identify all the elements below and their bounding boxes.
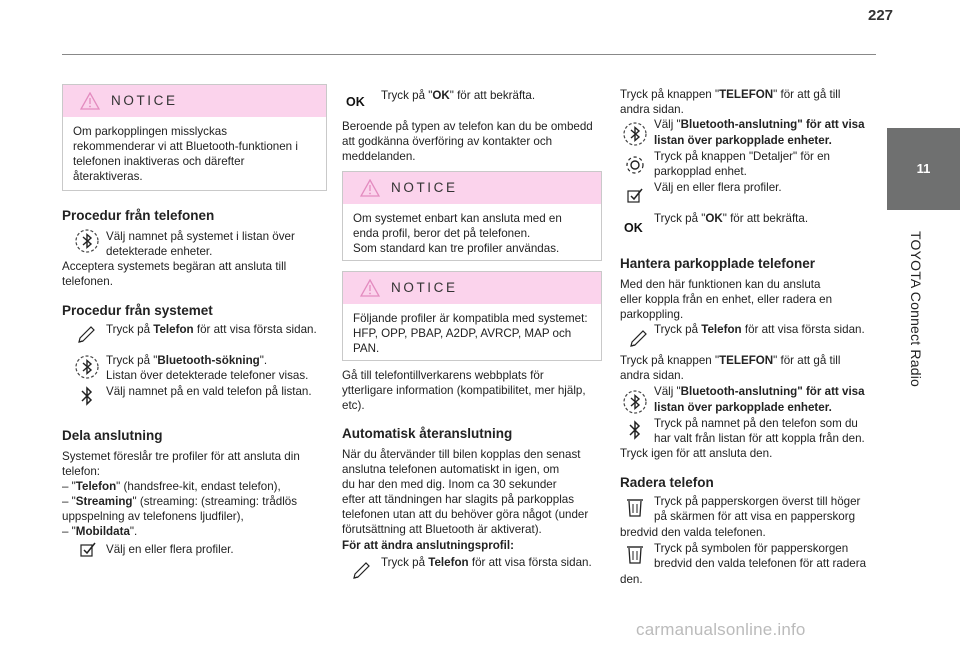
text-line: Tryck på symbolen för papperskorgen	[654, 542, 849, 555]
notice-line: återaktiveras.	[73, 170, 143, 183]
text-run: Tryck på	[654, 323, 702, 336]
text-line	[654, 117, 865, 132]
text-line: Gå till telefontillverkarens webbplats för	[342, 369, 544, 382]
notice-line: Om systemet enbart kan ansluta med en	[353, 212, 562, 225]
text-line: telefon:	[62, 465, 101, 478]
text-line: anslutna telefonen automatiskt in igen, om	[342, 463, 560, 476]
text-line: Välj en eller flera profiler.	[654, 181, 782, 194]
checkbox-icon	[80, 542, 96, 558]
text-line: bredvid den valda telefonen.	[620, 526, 766, 539]
notice-header	[343, 272, 601, 304]
text-line: Tryck igen för att ansluta den.	[620, 447, 773, 460]
text-line: Välj namnet på en vald telefon på listan.	[106, 385, 312, 398]
text-line	[62, 524, 137, 539]
text-run: – "	[62, 480, 76, 493]
text-line: parkoppling.	[620, 308, 684, 321]
text-run: Tryck på knappen "	[620, 354, 720, 367]
bluetooth-search-icon	[74, 228, 100, 254]
text-run: Välj "	[654, 385, 681, 398]
notice-line: telefonen inaktiveras och därefter	[73, 155, 245, 168]
notice-line: Om parkopplingen misslyckas	[73, 125, 227, 138]
warning-icon	[80, 92, 100, 110]
text-line: på skärmen för att visa en papperskorg	[654, 510, 856, 523]
notice-title: NOTICE	[391, 180, 458, 195]
text-line: Tryck på knappen "Detaljer" för en	[654, 150, 830, 163]
notice-box-single-profile	[342, 171, 602, 261]
text-line: förutsättning att Bluetooth är aktiverat).	[342, 523, 542, 536]
bold-term: listan över parkopplade enheter.	[654, 134, 832, 147]
text-line: telefonen.	[62, 275, 113, 288]
text-run: " (handsfree-kit, endast telefon),	[116, 480, 281, 493]
text-line	[62, 479, 281, 494]
bluetooth-search-icon	[74, 354, 100, 380]
text-line: Acceptera systemets begäran att ansluta till	[62, 260, 287, 273]
text-line: att godkänna överföring av kontakter och	[342, 135, 553, 148]
text-run: " (streaming: (streaming: trådlös	[132, 495, 298, 508]
bold-term: Telefon	[428, 556, 469, 569]
text-line	[654, 133, 832, 148]
bold-term: OK	[432, 89, 450, 102]
notice-header	[63, 85, 326, 117]
bluetooth-icon	[79, 385, 95, 407]
text-line: bredvid den valda telefonen för att radera	[654, 557, 867, 570]
text-line: parkopplad enhet.	[654, 165, 747, 178]
notice-title: NOTICE	[111, 93, 178, 108]
text-run: Tryck på knappen "	[620, 88, 720, 101]
heading-procedure-system: Procedur från systemet	[62, 303, 213, 318]
text-run: " för att gå till	[773, 88, 841, 101]
text-line: Tryck på namnet på den telefon som du	[654, 417, 858, 430]
pen-icon	[76, 325, 96, 345]
text-line	[654, 211, 808, 226]
bold-term: Streaming	[75, 495, 133, 508]
trash-icon	[625, 543, 645, 565]
bold-term: TELEFON	[719, 88, 774, 101]
text-run: för att visa första sidan.	[741, 323, 865, 336]
pen-icon	[628, 329, 648, 349]
bold-term: listan över parkopplade enheter.	[654, 401, 832, 414]
notice-line: enda profil, beror det på telefonen.	[353, 227, 531, 240]
text-line: andra sidan.	[620, 103, 684, 116]
text-line: Tryck på papperskorgen överst till höger	[654, 495, 861, 508]
text-run: – "	[62, 525, 76, 538]
watermark: carmanualsonline.info	[636, 620, 806, 639]
text-line: den.	[620, 573, 643, 586]
text-run: " för att bekräfta.	[449, 89, 536, 102]
notice-line: PAN.	[353, 342, 380, 355]
text-run: ".	[129, 525, 138, 538]
text-line: Med den här funktionen kan du ansluta	[620, 278, 821, 291]
heading-auto-reconnect: Automatisk återanslutning	[342, 426, 513, 441]
bold-term: Mobildata	[75, 525, 130, 538]
ok-icon: OK	[346, 95, 365, 109]
heading-share-connection: Dela anslutning	[62, 428, 163, 443]
trash-icon	[625, 496, 645, 518]
text-run: – "	[62, 495, 76, 508]
text-line: har valt från listan för att koppla från den.	[654, 432, 865, 445]
page-number: 227	[868, 7, 894, 24]
text-line: Listan över detekterade telefoner visas.	[106, 369, 309, 382]
text-run: " för att gå till	[773, 354, 841, 367]
text-line	[106, 353, 267, 368]
text-line: När du återvänder till bilen kopplas den senast	[342, 448, 581, 461]
bold-term: Telefon	[153, 323, 194, 336]
text-line: meddelanden.	[342, 150, 416, 163]
notice-line: HFP, OPP, PBAP, A2DP, AVRCP, MAP och	[353, 327, 572, 340]
pen-icon	[351, 561, 371, 581]
bluetooth-icon	[627, 419, 643, 441]
notice-line: Följande profiler är kompatibla med systemet:	[353, 312, 588, 325]
text-run: " för att bekräfta.	[722, 212, 809, 225]
text-line: andra sidan.	[620, 369, 684, 382]
text-line: etc).	[342, 399, 365, 412]
notice-header	[343, 172, 601, 204]
bluetooth-search-icon	[622, 389, 648, 415]
text-run: Tryck på "	[381, 89, 433, 102]
text-line	[620, 353, 840, 368]
text-line	[381, 88, 535, 103]
bold-term: Telefon	[75, 480, 117, 493]
warning-icon	[360, 279, 380, 297]
header-rule	[62, 54, 876, 55]
text-line: ytterligare information (kompatibilitet, mer hjälp,	[342, 384, 586, 397]
text-line	[381, 555, 592, 570]
notice-line: Som standard kan tre profiler användas.	[353, 242, 560, 255]
text-run: Tryck på "	[654, 212, 706, 225]
text-line: uppspelning av telefonens ljudfiler),	[62, 510, 244, 523]
text-line: efter att tändningen har slagits på parkopplas	[342, 493, 575, 506]
bold-term: Telefon	[701, 323, 742, 336]
chapter-tab: 11	[887, 128, 960, 210]
text-run: Tryck på	[106, 323, 154, 336]
text-line	[106, 322, 317, 337]
bold-term: OK	[705, 212, 723, 225]
text-run: för att visa första sidan.	[468, 556, 592, 569]
bluetooth-search-icon	[622, 121, 648, 147]
text-line: detekterade enheter.	[106, 245, 213, 258]
bold-term: Bluetooth-anslutning" för att visa	[680, 118, 865, 131]
notice-title: NOTICE	[391, 280, 458, 295]
text-line: Välj namnet på systemet i listan över	[106, 230, 295, 243]
text-line	[654, 400, 832, 415]
heading-procedure-phone: Procedur från telefonen	[62, 208, 215, 223]
notice-line: rekommenderar vi att Bluetooth-funktionen i	[73, 140, 298, 153]
text-line	[654, 322, 865, 337]
bold-term: TELEFON	[719, 354, 774, 367]
text-line: du har den med dig. Inom ca 30 sekunder	[342, 478, 557, 491]
section-title: TOYOTA Connect Radio	[908, 231, 924, 387]
text-line	[342, 538, 514, 553]
text-line: Systemet föreslår tre profiler för att ansluta din	[62, 450, 300, 463]
bold-term: Bluetooth-sökning	[157, 354, 260, 367]
text-line	[620, 87, 840, 102]
ok-icon: OK	[624, 221, 643, 235]
text-run: för att visa första sidan.	[193, 323, 317, 336]
text-run: Välj "	[654, 118, 681, 131]
text-line: Beroende på typen av telefon kan du be ombedd	[342, 120, 593, 133]
checkbox-icon	[627, 188, 643, 204]
text-line: Välj en eller flera profiler.	[106, 543, 234, 556]
text-run: Tryck på "	[106, 354, 158, 367]
notice-box-pairing	[62, 84, 327, 191]
bold-term: För att ändra anslutningsprofil:	[342, 539, 514, 552]
text-run: ".	[259, 354, 268, 367]
heading-manage-paired: Hantera parkopplade telefoner	[620, 256, 816, 271]
text-line	[654, 384, 865, 399]
gear-icon	[623, 153, 647, 177]
text-run: Tryck på	[381, 556, 429, 569]
bold-term: Bluetooth-anslutning" för att visa	[680, 385, 865, 398]
warning-icon	[360, 179, 380, 197]
notice-box-compatible-profiles	[342, 271, 602, 361]
text-line	[62, 494, 297, 509]
text-line: telefonen utan att du behöver göra något (under	[342, 508, 589, 521]
text-line: eller koppla från en enhet, eller radera en	[620, 293, 833, 306]
heading-delete-phone: Radera telefon	[620, 475, 714, 490]
